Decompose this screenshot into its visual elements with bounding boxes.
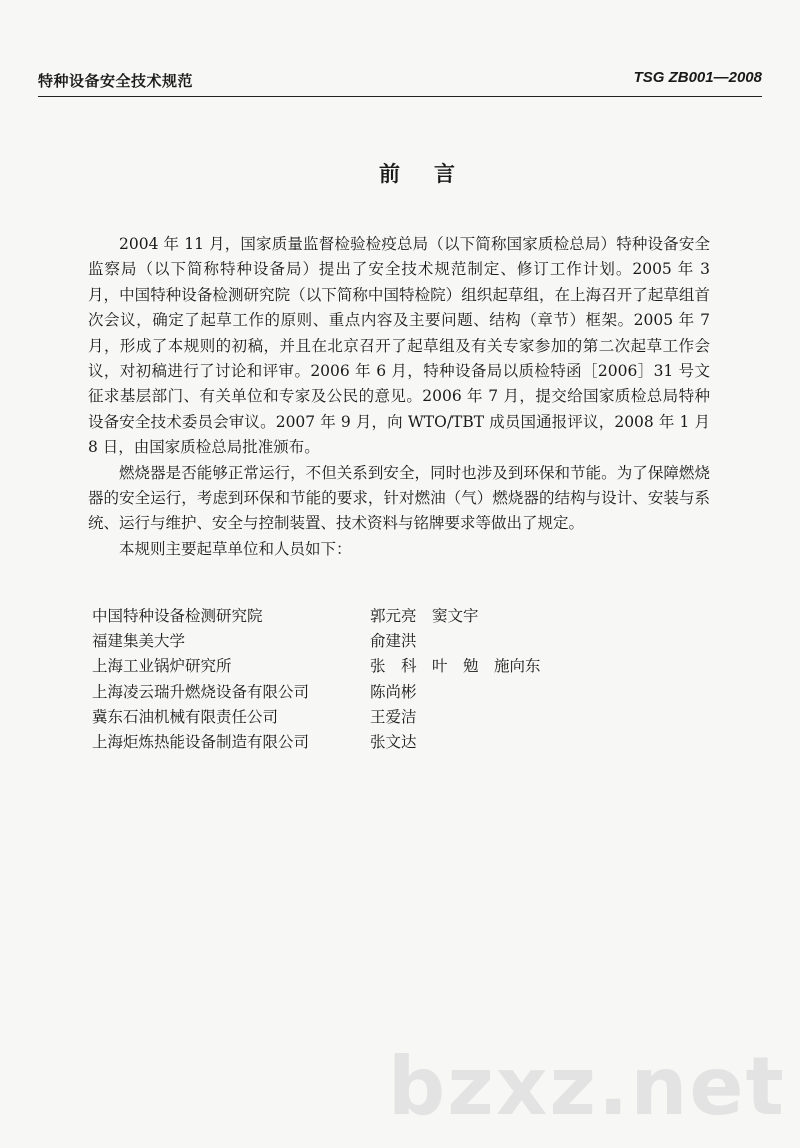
drafter-organization: 上海炬炼热能设备制造有限公司 [92,732,310,751]
drafter-people: 王爱洁 [370,707,417,726]
drafter-people: 张文达 [370,732,417,751]
list-item [88,680,708,705]
drafter-organization: 上海凌云瑞升燃烧设备有限公司 [92,682,310,701]
paragraph-purpose: 燃烧器是否能够正常运行，不但关系到安全，同时也涉及到环保和节能。为了保障燃烧器的安全运行，考虑到环保和节能的要求，针对燃油（气）燃烧器的结构与设计、安装与系统、运行与维护、安全与控制装置、技术资料与铭牌要求等做出了规定。 [88,463,710,533]
header-document-code: TSG ZB001—2008 [633,69,762,86]
drafter-organization: 福建集美大学 [92,632,186,651]
drafters-list [88,604,708,755]
list-item [88,629,708,654]
drafter-organization: 冀东石油机械有限责任公司 [92,707,279,726]
drafter-people: 郭元亮 窦文宇 [370,607,479,625]
drafter-organization: 中国特种设备检测研究院 [92,607,263,625]
paragraph-history: 2004 年 11 月，国家质量监督检验检疫总局（以下简称国家质检总局）特种设备安全监察局（以下简称特种设备局）提出了安全技术规范制定、修订工作计划。2005 年 3 月，中国特种设备检测研究院（以下简称中国特检院）组织起草组，在上海召开了起草组首次会议，确定了起草工作的原则、重点内容及主要问题、结构（章节）框架。2005 年 7 月，形成了本规则的初稿，并且在北京召开了起草组及有关专家参加的第二次起草工作会议，对初稿进行了讨论和评审。2006 年 6 月，特种设备局以质检特函［2006］31 号文征求基层部门、有关单位和专家及公民的意见。2006 年 7 月，提交给国家质检总局特种设备安全技术委员会审议。2007 年 9 月，向 WTO/TBT 成员国通报评议，2008 年 1 月 8 日，由国家质检总局批准颁布。 [88,235,710,457]
drafters-intro: 本规则主要起草单位和人员如下： [119,539,352,558]
page-header [38,64,762,97]
drafter-people: 张 科 叶 勉 施向东 [370,657,541,676]
list-item [88,705,708,730]
preface-body [88,232,710,562]
list-item [88,604,708,629]
page-title: 前言 [379,162,489,186]
header-series-title: 特种设备安全技术规范 [38,72,194,90]
site-watermark: bzxz.net [388,1040,786,1133]
list-item [88,654,708,679]
drafter-organization: 上海工业锅炉研究所 [92,657,232,676]
drafter-people: 俞建洪 [370,632,417,651]
drafter-people: 陈尚彬 [370,682,417,701]
list-item [88,730,708,755]
